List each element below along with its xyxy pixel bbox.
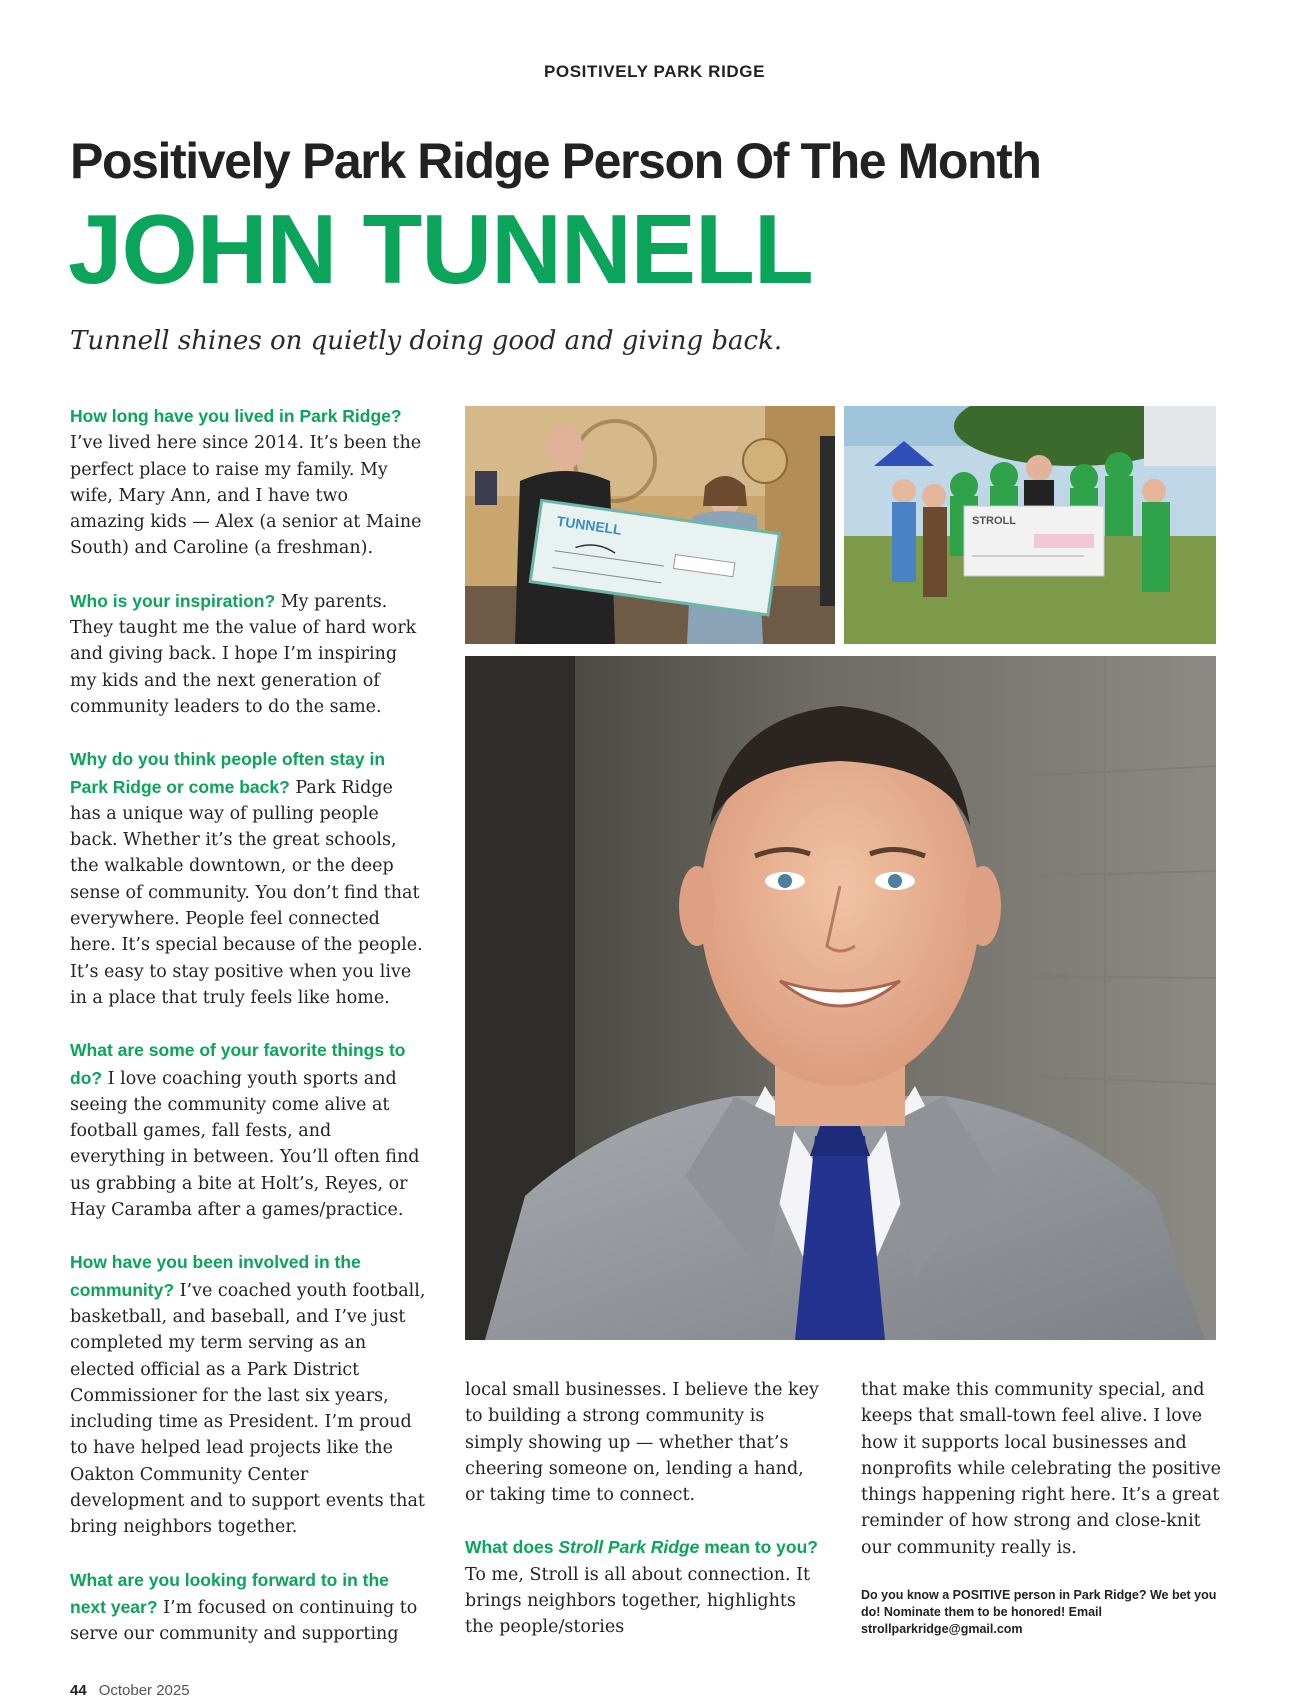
check-2-label: STROLL <box>972 515 1016 527</box>
qa-question: How long have you lived in Park Ridge? <box>70 406 402 426</box>
article-column-1 <box>70 403 426 1673</box>
qa-item <box>70 1037 426 1223</box>
photo-check-presentation-office <box>465 406 835 644</box>
page-headline: Positively Park Ridge Person Of The Month <box>70 133 1041 189</box>
section-label: POSITIVELY PARK RIDGE <box>543 62 766 81</box>
honoree-name: JOHN TUNNELL <box>68 194 813 304</box>
qa-question: What are some of your favorite things to do? <box>70 1040 406 1088</box>
portrait-photo <box>465 656 1216 1340</box>
qa-question: Why do you think people often stay in Park Ridge or come back? <box>70 749 386 797</box>
qa-answer: I’ve lived here since 2014. It’s been the perfect place to raise my family. My wife, Mary Ann, and I have two amazing kids — Alex (a senior at Maine South) and Caroline (a freshman). <box>70 433 422 559</box>
qa-answer: I’m focused on continuing to serve our community and supporting <box>70 1597 418 1645</box>
continued-text: that make this community special, and keeps that small-town feel alive. I love how it supports local businesses and nonprofits while celebrating the positive things happening right here. It’s a great reminder of how strong and close-knit our community really is. <box>861 1380 1221 1558</box>
article-column-2 <box>465 1377 825 1667</box>
qa-question-prefix: What does <box>465 1537 559 1558</box>
nomination-callout: Do you know a POSITIVE person in Park Ridge? We bet you do! Nominate them to be honored! Email strollparkridge@gmail.com <box>861 1588 1217 1637</box>
article-deck: Tunnell shines on quietly doing good and giving back. <box>70 326 783 356</box>
check-1-label: TUNNELL <box>555 512 623 538</box>
article-column-3 <box>861 1377 1221 1638</box>
qa-item <box>70 1567 426 1648</box>
qa-question: Who is your inspiration? <box>70 590 276 611</box>
qa-question: What are you looking forward to in the next year? <box>70 1569 389 1617</box>
qa-answer: I’ve coached youth football, basketball, and baseball, and I’ve just completed my term serving as an elected official as a Park District Commissioner for the last six years, including time as President. I’m proud to have helped lead projects like the Oakton Community Center development and to support events that bring neighbors together. <box>70 1280 426 1538</box>
page-number: 44 <box>70 1682 87 1699</box>
group-photo-image <box>844 406 1216 644</box>
qa-answer: I love coaching youth sports and seeing the community come alive at football games, fall fests, and everything in between. You’ll often find us grabbing a bite at Holt’s, Reyes, or Hay Caramba after a games/practice. <box>70 1068 420 1221</box>
qa-item <box>70 1249 426 1540</box>
continued-text: local small businesses. I believe the key to building a strong community is simply showing up — whether that’s cheering someone on, lending a hand, or taking time to connect. <box>465 1380 819 1506</box>
page-footer <box>70 1682 190 1699</box>
qa-answer: My parents. They taught me the value of hard work and giving back. I hope I’m inspiring my kids and the next generation of community leaders to do the same. <box>70 591 417 717</box>
qa-question-suffix: mean to you? <box>699 1537 818 1558</box>
office-photo-image <box>465 406 835 644</box>
qa-item <box>465 1534 825 1640</box>
qa-item <box>70 746 426 1011</box>
qa-question: How have you been involved in the community? <box>70 1252 361 1300</box>
qa-question-italic: Stroll Park Ridge <box>558 1537 700 1558</box>
issue-date: October 2025 <box>98 1682 190 1699</box>
portrait-image <box>465 656 1216 1340</box>
photo-group-check-outdoor <box>844 406 1216 644</box>
qa-item <box>70 403 426 562</box>
qa-item <box>70 588 426 720</box>
qa-question <box>465 1537 818 1557</box>
qa-answer: Park Ridge has a unique way of pulling people back. Whether it’s the great schools, the walkable downtown, or the deep sense of community. You don’t find that everywhere. People feel connected here. It’s special because of the people. It’s easy to stay positive when you live in a place that truly feels like home. <box>70 777 423 1008</box>
qa-answer: To me, Stroll is all about connection. It brings neighbors together, highlights the people/stories <box>465 1564 811 1638</box>
